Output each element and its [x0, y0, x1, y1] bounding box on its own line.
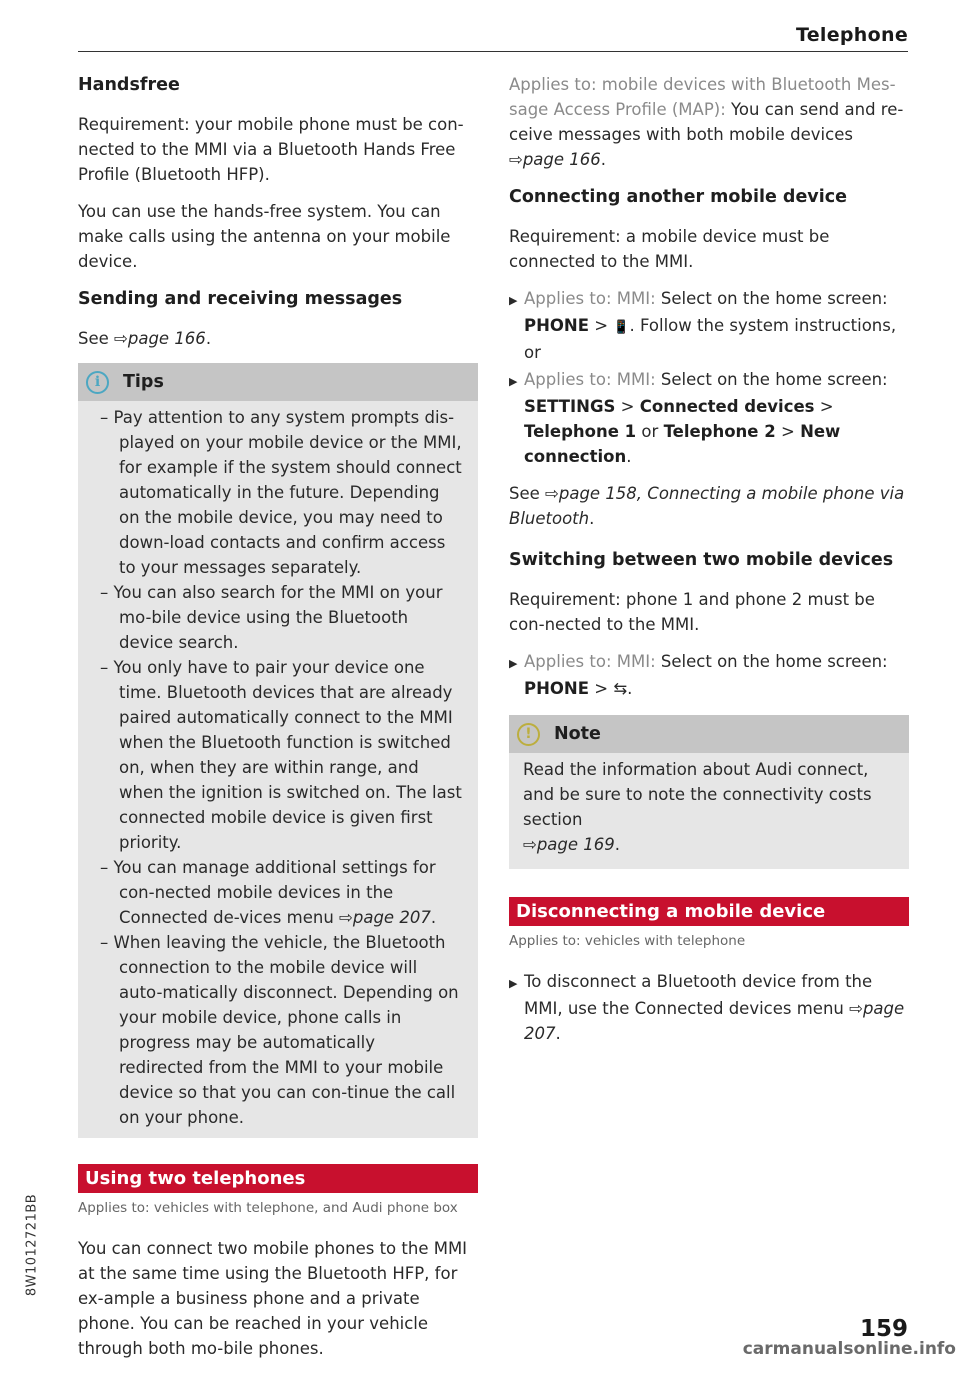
separator: > — [594, 679, 609, 698]
left-column — [78, 72, 478, 1373]
bullet-icon: ▶ — [509, 375, 518, 388]
note-header — [509, 715, 909, 753]
tip-text: – You can manage additional settings for con-nected mobile devices in the Connected de-vices menu — [100, 858, 436, 927]
note-body — [509, 753, 909, 869]
step-text: Select on the home screen: — [660, 370, 888, 389]
messages-see-ref — [78, 326, 478, 351]
page-ref-arrow-icon: ⇨ — [523, 835, 537, 854]
applies-label: Applies to: MMI: — [524, 370, 656, 389]
info-icon: i — [86, 371, 109, 394]
two-telephones-applies: Applies to: vehicles with telephone, and Audi phone box — [78, 1200, 458, 1216]
menu-telephone-2: Telephone 2 — [663, 422, 776, 441]
separator: > — [819, 397, 834, 416]
bullet-icon: ▶ — [509, 294, 518, 307]
connect-see-ref — [509, 481, 909, 531]
menu-phone: PHONE — [524, 679, 590, 698]
menu-new-connection: New connection — [524, 422, 841, 466]
step-text: To disconnect a Bluetooth device from the MMI, use the Connected devices menu — [524, 972, 873, 1018]
tip-item: – When leaving the vehicle, the Bluetooth connection to the mobile device will auto-matically disconnect. Depending on your mobile device, phone calls in progress may be automatically redirected from the MMI to your mobile device so that you can con-tinue the call on your phone. — [100, 933, 459, 1127]
step-text: or — [641, 422, 659, 441]
tips-header — [78, 363, 478, 401]
tips-box — [78, 363, 478, 1138]
see-label: See — [509, 484, 540, 503]
note-box — [509, 715, 909, 869]
page-ref-link[interactable]: page 166 — [522, 150, 601, 169]
tips-body — [78, 401, 478, 1138]
tip-item: – You only have to pair your device one time. Bluetooth devices that are already paired automatically connect to the MMI when the Bluetooth function is switched on, when they are within range, and when the ignition is switched on. The last connected mobile device is given first priority. — [100, 658, 462, 852]
punctuation: . — [555, 1024, 561, 1043]
switch-heading: Switching between two mobile devices — [509, 550, 894, 570]
punctuation: . — [600, 150, 607, 169]
step-text: Select on the home screen: — [660, 652, 888, 671]
disconnect-step — [509, 969, 909, 1046]
punctuation: . — [205, 329, 212, 348]
separator: > — [594, 316, 609, 335]
note-content: Read the information about Audi connect, and be sure to note the connectivity costs section — [523, 760, 872, 829]
menu-connected-devices: Connected devices — [639, 397, 815, 416]
menu-telephone-1: Telephone 1 — [524, 422, 637, 441]
page-ref-arrow-icon: ⇨ — [849, 999, 863, 1018]
punctuation: . — [626, 447, 632, 466]
page-ref-link[interactable]: page 207 — [352, 908, 431, 927]
handsfree-usage: You can use the hands-free system. You can make calls using the antenna on your mobile device. — [78, 202, 451, 271]
applies-label: Applies to: MMI: — [524, 652, 656, 671]
page-ref-link[interactable]: page 169 — [536, 835, 615, 854]
punctuation: . — [614, 835, 621, 854]
punctuation: . — [627, 679, 633, 698]
separator: > — [620, 397, 635, 416]
switch-step — [509, 649, 909, 701]
tip-item: – Pay attention to any system prompts dis-played on your mobile device or the MMI, for example if the system should connect automatically in the future. Depending on the mobile device, you may need to down-load contacts and confirm access to your messages separately. — [100, 408, 462, 577]
page-ref-link[interactable]: page 207 — [524, 999, 905, 1043]
disconnect-applies: Applies to: vehicles with telephone — [509, 933, 746, 949]
bullet-icon: ▶ — [509, 657, 518, 670]
map-applies: Applies to: mobile devices with Bluetooth Mes-sage Access Profile (MAP): — [509, 75, 896, 119]
warning-icon: ! — [517, 723, 540, 746]
punctuation: . — [589, 509, 595, 528]
step-text: . Follow the system instructions, or — [524, 316, 897, 362]
running-header-title: Telephone — [795, 24, 908, 46]
page-ref-arrow-icon: ⇨ — [509, 150, 523, 169]
note-text — [523, 757, 895, 857]
tip-item — [92, 855, 464, 930]
switch-requirement: Requirement: phone 1 and phone 2 must be con-nected to the MMI. — [509, 590, 875, 634]
connect-requirement: Requirement: a mobile device must be connected to the MMI. — [509, 227, 830, 271]
menu-settings: SETTINGS — [524, 397, 616, 416]
page-ref-arrow-icon: ⇨ — [114, 329, 128, 348]
disconnect-banner: Disconnecting a mobile device — [509, 897, 909, 926]
handsfree-requirement: Requirement: your mobile phone must be con-nected to the MMI via a Bluetooth Hands Free Profile (Bluetooth HFP). — [78, 115, 464, 184]
tips-title: Tips — [123, 372, 164, 392]
map-paragraph — [509, 72, 909, 172]
map-text: You can send and re-ceive messages with both mobile devices — [509, 100, 904, 144]
connect-heading: Connecting another mobile device — [509, 187, 847, 207]
page-ref-link[interactable]: page 166 — [127, 329, 206, 348]
two-telephones-text: You can connect two mobile phones to the MMI at the same time using the Bluetooth HFP, for ex-ample a business phone and a private phone. You can be reached in your vehicle through both mo-bile phones. — [78, 1239, 468, 1358]
page-ref-link[interactable]: page 158, Connecting a mobile phone via Bluetooth — [509, 484, 905, 528]
page-ref-arrow-icon: ⇨ — [545, 484, 559, 503]
step-text: Select on the home screen: — [660, 289, 888, 308]
right-column — [509, 72, 909, 1048]
note-title: Note — [554, 724, 601, 744]
connect-step-1 — [509, 286, 909, 365]
page-number: 159 — [859, 1316, 908, 1342]
handsfree-heading: Handsfree — [78, 75, 180, 95]
applies-label: Applies to: MMI: — [524, 289, 656, 308]
bullet-icon: ▶ — [509, 977, 518, 990]
document-code — [22, 1185, 42, 1305]
page-ref-arrow-icon: ⇨ — [339, 908, 353, 927]
document-code-text: 8W1012721BB — [24, 1193, 40, 1297]
separator: > — [780, 422, 795, 441]
messages-heading: Sending and receiving messages — [78, 289, 403, 309]
header-rule — [78, 51, 908, 52]
two-telephones-banner: Using two telephones — [78, 1164, 478, 1193]
watermark: carmanualsonline.info — [742, 1339, 956, 1359]
phone-add-icon: 📱 — [613, 320, 630, 335]
see-label: See — [78, 329, 109, 348]
phone-switch-icon: ⇆ — [613, 679, 628, 698]
punctuation: . — [430, 908, 437, 927]
menu-phone: PHONE — [524, 316, 590, 335]
connect-step-2 — [509, 367, 909, 469]
tip-item: – You can also search for the MMI on your mo-bile device using the Bluetooth device search. — [100, 583, 443, 652]
